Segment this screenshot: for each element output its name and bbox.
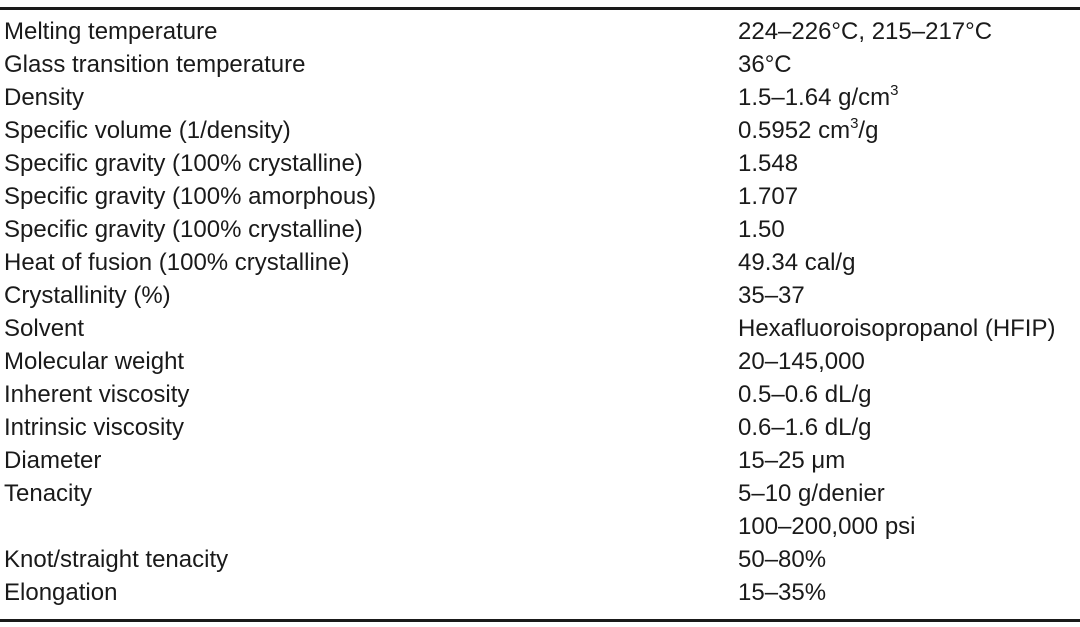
table-row xyxy=(0,543,1080,576)
property-value: 20–145,000 xyxy=(738,348,865,375)
table-row xyxy=(0,147,1080,180)
table-row xyxy=(0,411,1080,444)
property-value: 0.5–0.6 dL/g xyxy=(738,381,872,408)
table-row xyxy=(0,114,1080,147)
value-superscript: 3 xyxy=(890,82,899,99)
property-name: Glass transition temperature xyxy=(4,51,306,78)
property-name: Heat of fusion (100% crystalline) xyxy=(4,249,350,276)
property-name: Specific gravity (100% amorphous) xyxy=(4,183,377,210)
table-row xyxy=(0,477,1080,510)
table-row xyxy=(0,576,1080,609)
property-name: Crystallinity (%) xyxy=(4,282,171,309)
table-bottom-rule xyxy=(0,619,1080,622)
property-value: 100–200,000 psi xyxy=(738,513,916,540)
property-name: Specific gravity (100% crystalline) xyxy=(4,216,363,243)
table-row xyxy=(0,48,1080,81)
table-row xyxy=(0,15,1080,48)
property-value: 49.34 cal/g xyxy=(738,249,856,276)
value-text: 1.5–1.64 g/cm xyxy=(738,84,891,111)
property-value: 1.50 xyxy=(738,216,785,243)
property-name: Molecular weight xyxy=(4,348,185,375)
table-top-rule xyxy=(0,7,1080,10)
property-name: Melting temperature xyxy=(4,18,218,45)
property-name: Diameter xyxy=(4,447,102,474)
properties-table xyxy=(0,15,1080,609)
property-name xyxy=(0,510,738,543)
table-row xyxy=(0,378,1080,411)
property-value xyxy=(738,114,1080,147)
property-name: Knot/straight tenacity xyxy=(4,546,229,573)
table-row xyxy=(0,246,1080,279)
property-value: 5–10 g/denier xyxy=(738,480,885,507)
property-value: 1.707 xyxy=(738,183,799,210)
property-name: Intrinsic viscosity xyxy=(4,414,185,441)
value-suffix: /g xyxy=(858,117,879,144)
property-name: Elongation xyxy=(4,579,118,606)
table-row xyxy=(0,213,1080,246)
value-text: 0.5952 cm xyxy=(738,117,851,144)
table-row xyxy=(0,312,1080,345)
table-row xyxy=(0,510,1080,543)
value-superscript: 3 xyxy=(850,115,859,132)
property-value: 224–226°C, 215–217°C xyxy=(738,18,993,45)
property-value: 50–80% xyxy=(738,546,827,573)
table-row xyxy=(0,279,1080,312)
property-value: 1.548 xyxy=(738,150,799,177)
property-name: Solvent xyxy=(4,315,85,342)
property-name: Density xyxy=(4,84,85,111)
property-value: 35–37 xyxy=(738,282,805,309)
table-row xyxy=(0,444,1080,477)
table-row xyxy=(0,345,1080,378)
property-value: 15–35% xyxy=(738,579,827,606)
property-value: 36°C xyxy=(738,51,792,78)
property-name: Specific gravity (100% crystalline) xyxy=(4,150,363,177)
property-value: Hexafluoroisopropanol (HFIP) xyxy=(738,315,1056,342)
property-name: Inherent viscosity xyxy=(4,381,190,408)
table-row xyxy=(0,180,1080,213)
property-value xyxy=(738,81,1080,114)
table-row xyxy=(0,81,1080,114)
property-name: Tenacity xyxy=(4,480,93,507)
property-value: 0.6–1.6 dL/g xyxy=(738,414,872,441)
property-value: 15–25 μm xyxy=(738,447,846,474)
property-name: Specific volume (1/density) xyxy=(4,117,291,144)
